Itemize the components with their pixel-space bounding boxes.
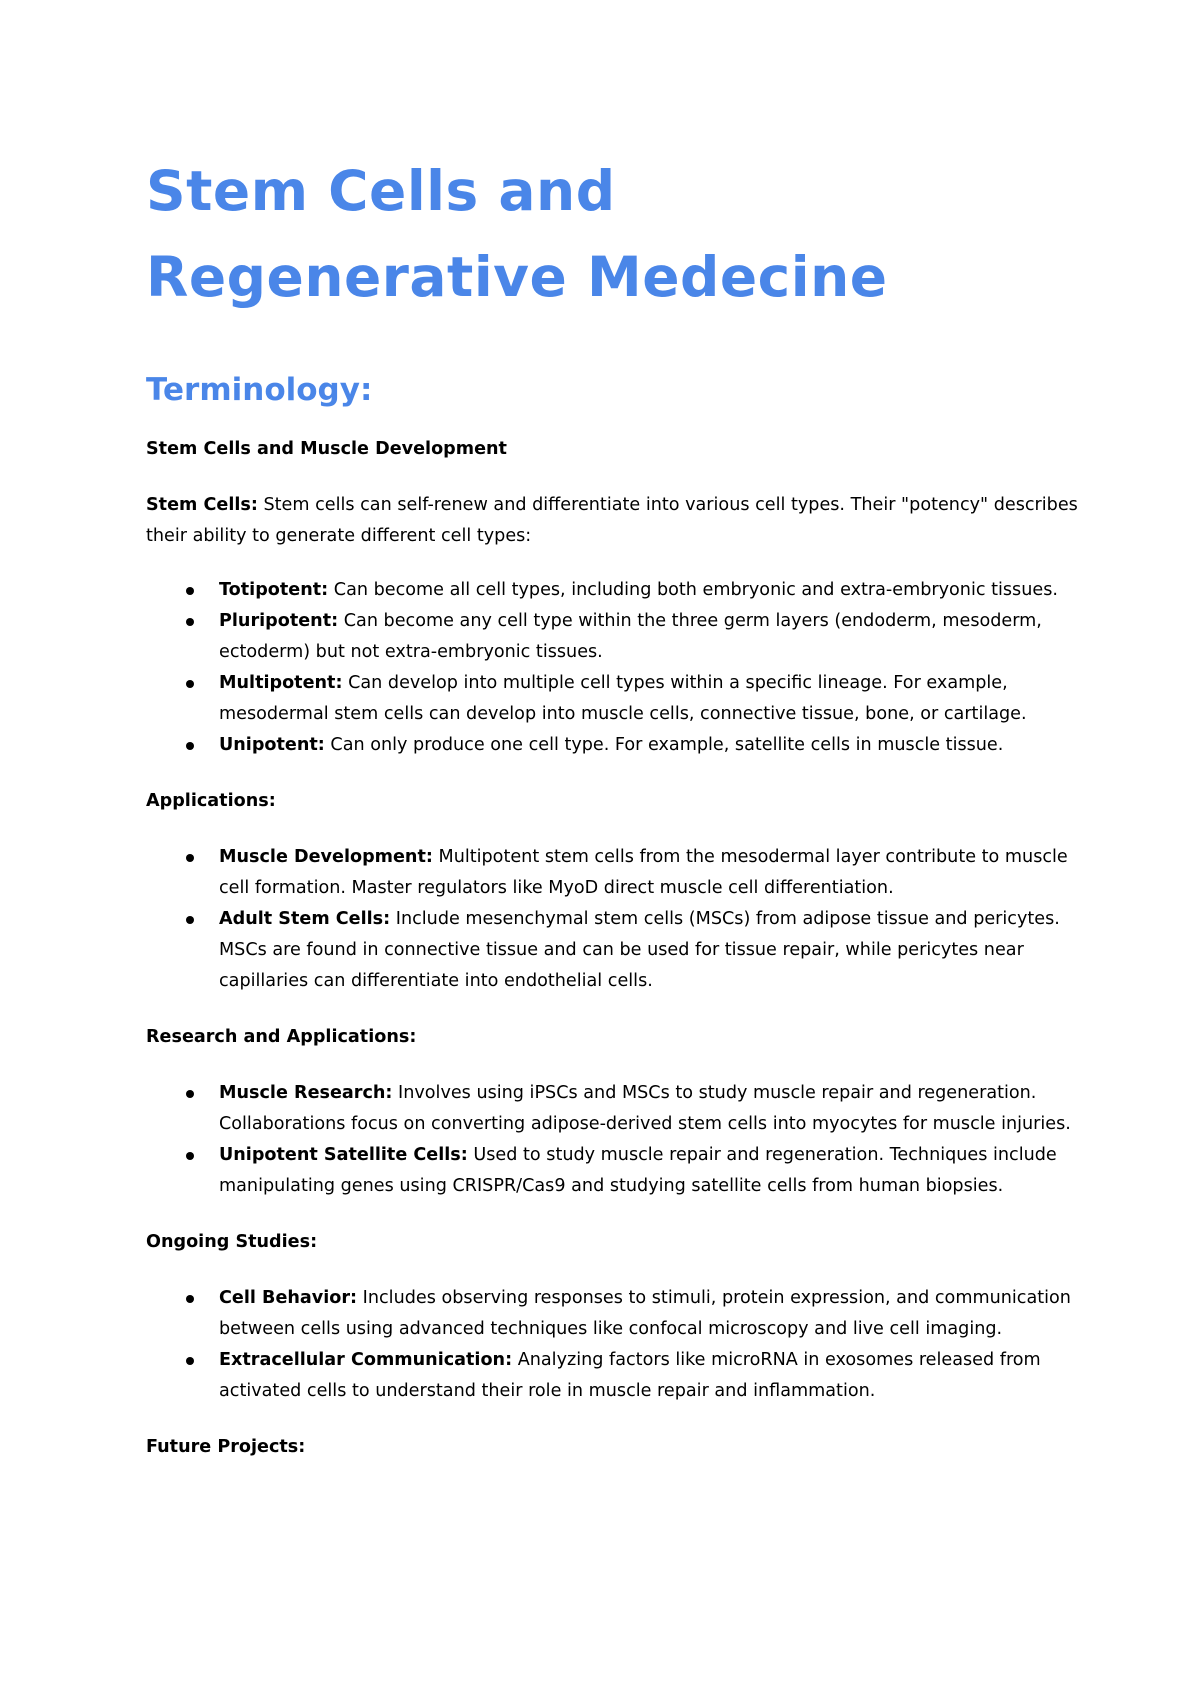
item-text: Can only produce one cell type. For example, satellite cells in muscle tissue. — [324, 735, 1004, 755]
item-text: Can develop into multiple cell types within a specific lineage. For example, mesodermal stem cells can develop into muscle cells, connective tissue, bone, or cartilage. — [219, 673, 1027, 724]
list-item — [146, 842, 1080, 904]
bullet-icon — [186, 1152, 194, 1160]
bullet-icon — [186, 587, 194, 595]
bullet-icon — [186, 680, 194, 688]
item-term: Pluripotent: — [219, 611, 339, 631]
list-item — [146, 1345, 1080, 1407]
item-term: Unipotent Satellite Cells: — [219, 1145, 468, 1165]
research-list — [146, 1078, 1080, 1202]
document-title: Stem Cells and Regenerative Medecine — [146, 159, 888, 309]
bullet-icon — [186, 742, 194, 750]
subheading-research-applications: Research and Applications: — [146, 1027, 417, 1047]
list-item — [146, 1283, 1080, 1345]
item-text: Includes observing responses to stimuli, protein expression, and communication between cells using advanced techniques like confocal microscopy and live cell imaging. — [219, 1288, 1071, 1339]
list-item — [146, 575, 1080, 606]
bullet-icon — [186, 1090, 194, 1098]
applications-list — [146, 842, 1080, 997]
intro-paragraph — [146, 490, 1080, 552]
subheading-applications: Applications: — [146, 791, 276, 811]
bullet-icon — [186, 916, 194, 924]
item-term: Multipotent: — [219, 673, 343, 693]
ongoing-list — [146, 1283, 1080, 1407]
item-text: Analyzing factors like microRNA in exosomes released from activated cells to understand their role in muscle repair and inflammation. — [219, 1350, 1041, 1401]
item-text: Can become all cell types, including both embryonic and extra-embryonic tissues. — [328, 580, 1058, 600]
list-item — [146, 1140, 1080, 1202]
bullet-icon — [186, 854, 194, 862]
list-item — [146, 606, 1080, 668]
item-text: Include mesenchymal stem cells (MSCs) from adipose tissue and pericytes. MSCs are found in connective tissue and can be used for tissue repair, while pericytes near capillaries can differentiate into endothelial cells. — [219, 909, 1060, 991]
item-term: Adult Stem Cells: — [219, 909, 391, 929]
item-term: Extracellular Communication: — [219, 1350, 513, 1370]
subheading-stem-cells-muscle: Stem Cells and Muscle Development — [146, 439, 507, 459]
intro-term: Stem Cells: — [146, 495, 258, 515]
subheading-future-projects: Future Projects: — [146, 1437, 306, 1457]
item-term: Muscle Development: — [219, 847, 433, 867]
document-body — [146, 434, 1080, 1463]
item-text: Used to study muscle repair and regeneration. Techniques include manipulating genes using CRISPR/Cas9 and studying satellite cells from human biopsies. — [219, 1145, 1057, 1196]
section-heading-terminology: Terminology: — [146, 372, 373, 408]
list-item — [146, 668, 1080, 730]
bullet-icon — [186, 1295, 194, 1303]
item-term: Muscle Research: — [219, 1083, 393, 1103]
intro-text: Stem cells can self-renew and differentiate into various cell types. Their "potency" describes their ability to generate different cell types: — [146, 495, 1078, 546]
potency-list — [146, 575, 1080, 761]
list-item — [146, 1078, 1080, 1140]
subheading-ongoing-studies: Ongoing Studies: — [146, 1232, 318, 1252]
bullet-icon — [186, 1357, 194, 1365]
item-text: Involves using iPSCs and MSCs to study muscle repair and regeneration. Collaborations focus on converting adipose-derived stem cells into myocytes for muscle injuries. — [219, 1083, 1071, 1134]
item-term: Unipotent: — [219, 735, 325, 755]
item-text: Can become any cell type within the three germ layers (endoderm, mesoderm, ectoderm) but not extra-embryonic tissues. — [219, 611, 1042, 662]
item-term: Cell Behavior: — [219, 1288, 358, 1308]
list-item — [146, 730, 1080, 761]
bullet-icon — [186, 618, 194, 626]
list-item — [146, 904, 1080, 997]
item-term: Totipotent: — [219, 580, 329, 600]
item-text: Multipotent stem cells from the mesodermal layer contribute to muscle cell formation. Master regulators like MyoD direct muscle cell differentiation. — [219, 847, 1068, 898]
